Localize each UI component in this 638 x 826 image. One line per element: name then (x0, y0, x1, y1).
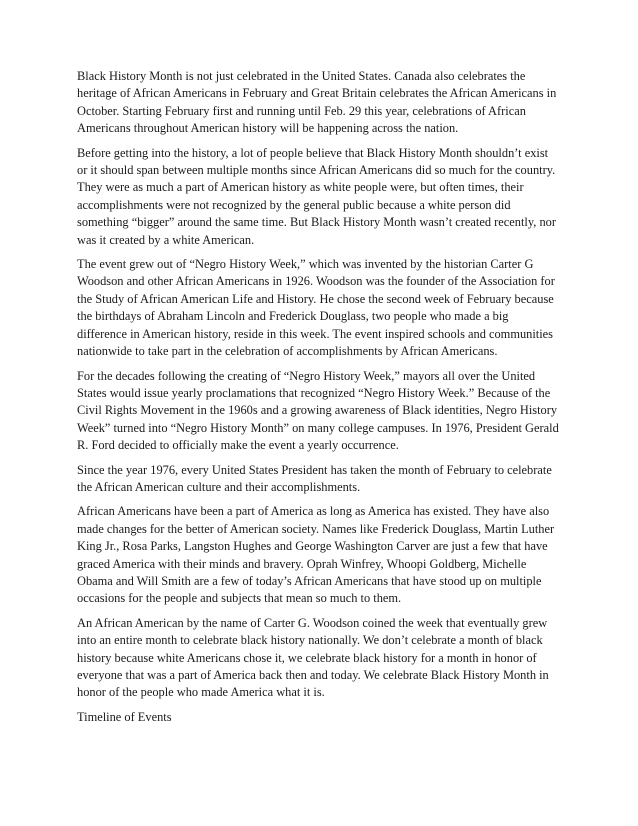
text-line: was it created by a white American. (77, 232, 255, 247)
text-line: into an entire month to celebrate black history nationally. We don’t celebrate a month of black (77, 633, 543, 648)
text-line: accomplishments were not recognized by the general public because a white person did (77, 197, 511, 212)
text-line: nationwide to take part in the celebration of accomplishments by African Americans. (77, 344, 498, 359)
text-line: Since the year 1976, every United States President has taken the month of February to celebrate (77, 462, 552, 477)
paragraph-woodson (77, 615, 563, 702)
text-line: October. Starting February first and running until Feb. 29 this year, celebrations of African (77, 103, 526, 118)
text-line: made changes for the better of American society. Names like Frederick Douglass, Martin Luther (77, 521, 555, 536)
text-line: Before getting into the history, a lot of people believe that Black History Month shouldn’t exist (77, 145, 549, 160)
text-line: Obama and Will Smith are a few of today’s African Americans that have stood up on multiple (77, 573, 542, 588)
text-line: Civil Rights Movement in the 1960s and a growing awareness of Black identities, Negro History (77, 403, 558, 418)
text-line: Woodson and other African Americans in 1926. Woodson was the founder of the Association for (77, 274, 555, 289)
text-line: honor of the people who made America what it is. (77, 685, 325, 700)
text-line: graced America with their minds and bravery. Oprah Winfrey, Whoopi Goldberg, Michelle (77, 556, 527, 571)
text-line: Week” turned into “Negro History Month” on many college campuses. In 1976, President Gerald (77, 420, 559, 435)
text-line: everyone that was a part of America back then and today. We celebrate Black History Month in (77, 668, 549, 682)
text-line: difference in American history, reside in this week. The event inspired schools and communities (77, 326, 553, 341)
paragraph-intro (77, 68, 563, 138)
text-line: something “bigger” around the same time. But Black History Month wasn’t created recently, nor (77, 215, 556, 230)
text-line: For the decades following the creating of “Negro History Week,” mayors all over the United (77, 368, 536, 383)
text-line: Black History Month is not just celebrated in the United States. Canada also celebrates the (77, 69, 526, 83)
text-line: Americans throughout American history will be happening across the nation. (77, 121, 459, 136)
text-line: States would issue yearly proclamations that recognized “Negro History Week.” Because of the (77, 385, 551, 400)
text-line: King Jr., Rosa Parks, Langston Hughes and George Washington Carver are just a few that have (77, 539, 548, 554)
text-line: The event grew out of “Negro History Week,” which was invented by the historian Carter G (77, 257, 534, 272)
text-line: the birthdays of Abraham Lincoln and Frederick Douglass, two people who made a big (77, 309, 509, 324)
text-line: heritage of African Americans in February and Great Britain celebrates the African Americans in (77, 86, 557, 101)
section-heading-text: Timeline of Events (77, 709, 172, 724)
text-line: occasions for the people and subjects that mean so much to them. (77, 591, 402, 606)
text-line: They were as much a part of American history as white people were, but often times, their (77, 180, 524, 195)
text-line: history because white Americans chose it, we celebrate black history for a month in honor of (77, 650, 537, 665)
section-heading-timeline (77, 709, 563, 726)
paragraph-origin (77, 256, 563, 360)
paragraph-since-1976 (77, 462, 563, 497)
text-line: R. Ford decided to officially make the event a yearly occurrence. (77, 438, 399, 453)
paragraph-notable-figures (77, 503, 563, 607)
document-body (77, 68, 563, 726)
text-line: the Study of African American Life and History. He chose the second week of February because (77, 291, 554, 306)
text-line: the African American culture and their accomplishments. (77, 479, 361, 494)
text-line: African Americans have been a part of America as long as America has existed. They have also (77, 504, 550, 519)
paragraph-before-history (77, 145, 563, 249)
paragraph-decades (77, 368, 563, 455)
text-line: An African American by the name of Carter G. Woodson coined the week that eventually grew (77, 615, 548, 630)
text-line: or it should span between multiple months since African Americans did so much for the country. (77, 163, 556, 178)
